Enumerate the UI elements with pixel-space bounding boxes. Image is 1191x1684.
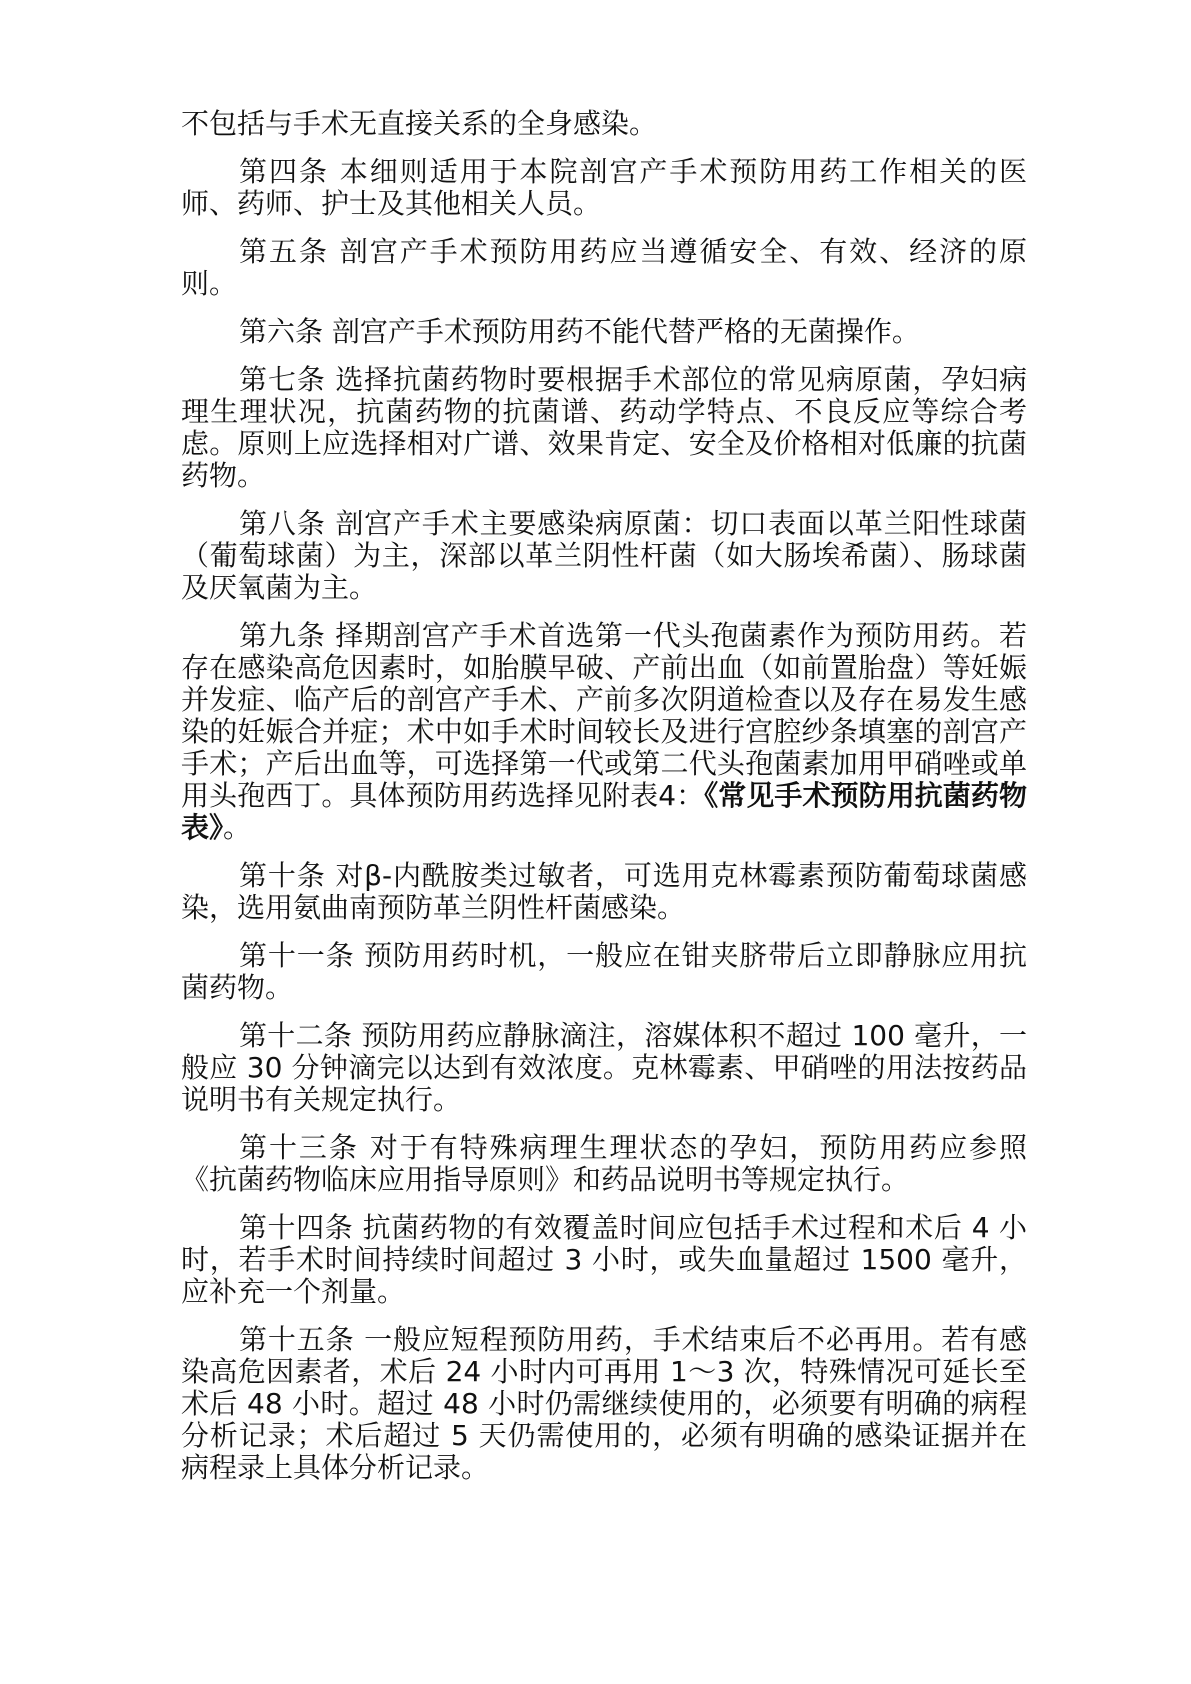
article-12: 第十二条 预防用药应静脉滴注，溶媒体积不超过 100 毫升，一般应 30 分钟滴完以达到有效浓度。克林霉素、甲硝唑的用法按药品说明书有关规定执行。: [181, 1019, 1027, 1116]
article-8: 第八条 剖宫产手术主要感染病原菌：切口表面以革兰阳性球菌（葡萄球菌）为主，深部以革兰阴性杆菌（如大肠埃希菌）、肠球菌及厌氧菌为主。: [181, 507, 1027, 604]
article-10: 第十条 对β-内酰胺类过敏者，可选用克林霉素预防葡萄球菌感染，选用氨曲南预防革兰阴性杆菌感染。: [181, 859, 1027, 924]
article-14: 第十四条 抗菌药物的有效覆盖时间应包括手术过程和术后 4 小时，若手术时间持续时间超过 3 小时，或失血量超过 1500 毫升，应补充一个剂量。: [181, 1211, 1027, 1308]
article-9-tail: 。: [223, 811, 252, 844]
article-7: 第七条 选择抗菌药物时要根据手术部位的常见病原菌，孕妇病理生理状况，抗菌药物的抗菌谱、药动学特点、不良反应等综合考虑。原则上应选择相对广谱、效果肯定、安全及价格相对低廉的抗菌药物。: [181, 363, 1027, 492]
appendix-table-reference: 《常见手术预防用抗菌药物表》: [181, 779, 1027, 844]
document-page: [181, 108, 1027, 1500]
article-9-text: 第九条 择期剖宫产手术首选第一代头孢菌素作为预防用药。若存在感染高危因素时，如胎膜早破、产前出血（如前置胎盘）等妊娠并发症、临产后的剖宫产手术、产前多次阴道检查以及存在易发生感染的妊娠合并症；术中如手术时间较长及进行宫腔纱条填塞的剖宫产手术；产后出血等，可选择第一代或第二代头孢菌素加用甲硝唑或单用头孢西丁。具体预防用药选择见附表4：: [181, 619, 1027, 812]
article-9: [181, 620, 1027, 844]
article-4: 第四条 本细则适用于本院剖宫产手术预防用药工作相关的医师、药师、护士及其他相关人员。: [181, 155, 1027, 220]
article-15: 第十五条 一般应短程预防用药，手术结束后不必再用。若有感染高危因素者，术后 24 小时内可再用 1～3 次，特殊情况可延长至术后 48 小时。超过 48 小时仍需继续使用的，必须要有明确的病程分析记录；术后超过 5 天仍需使用的，必须有明确的感染证据并在病程录上具体分析记录。: [181, 1323, 1027, 1484]
article-11: 第十一条 预防用药时机，一般应在钳夹脐带后立即静脉应用抗菌药物。: [181, 939, 1027, 1004]
article-13: 第十三条 对于有特殊病理生理状态的孕妇，预防用药应参照《抗菌药物临床应用指导原则》和药品说明书等规定执行。: [181, 1131, 1027, 1196]
article-5: 第五条 剖宫产手术预防用药应当遵循安全、有效、经济的原则。: [181, 235, 1027, 300]
article-6: 第六条 剖宫产手术预防用药不能代替严格的无菌操作。: [239, 315, 920, 348]
paragraph-continuation: 不包括与手术无直接关系的全身感染。: [181, 107, 658, 140]
